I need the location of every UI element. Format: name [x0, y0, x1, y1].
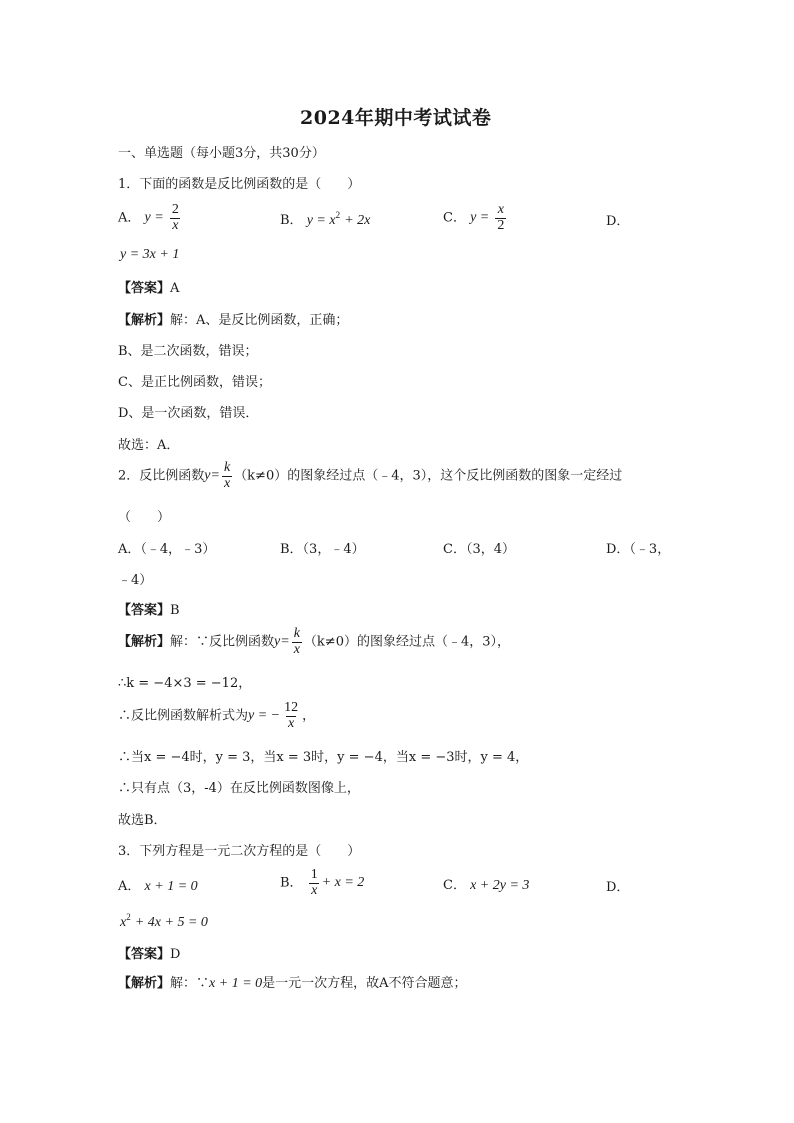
q3-answer — [118, 948, 180, 961]
q3-analysis-post: 是一元一次方程，故A不符合题意； — [262, 976, 467, 991]
q1-option-a-lhs: y = — [144, 210, 164, 226]
q1-answer-value: A — [170, 281, 180, 296]
q1-option-c-numerator: x — [497, 202, 505, 217]
q3-option-d-expr — [120, 912, 208, 930]
q2-step-4: ∴只有点（3，-4）在反比例函数图像上， — [118, 781, 360, 796]
q3-option-d-rest: + 4x + 5 = 0 — [134, 915, 208, 930]
q2-step-5: 故选B． — [118, 813, 167, 828]
q2-step-2-fraction — [282, 701, 300, 731]
q1-option-d-expr: y = 3x + 1 — [120, 247, 180, 262]
q3-option-b-fraction — [309, 868, 320, 898]
q1-analysis-tag: 【解析】 — [118, 313, 171, 328]
q1-option-c-label: C． — [443, 210, 466, 226]
q3-analysis-expr: x + 1 = 0 — [209, 976, 263, 991]
q2-step-2-post: ， — [302, 708, 316, 724]
question-2-stem — [118, 461, 622, 491]
q2-analysis-denominator: x — [293, 641, 300, 657]
q1-analysis-first: 解：A、是反比例函数，正确； — [170, 313, 349, 328]
q1-answer-tag: 【答案】 — [118, 281, 171, 296]
q1-option-b-rhs: + 2x — [344, 213, 371, 228]
q1-option-a-label: A． — [118, 210, 141, 226]
q1-option-c-fraction — [495, 203, 506, 233]
q1-analysis-line-d: D、是一次函数，错误． — [118, 406, 259, 421]
q2-stem-fraction — [222, 461, 232, 491]
q2-step-2-expr: y = − — [248, 708, 281, 724]
q2-option-b: B．（3，﹣4） — [280, 542, 365, 557]
q2-step-2-pre: ∴反比例函数解析式为 — [118, 708, 249, 724]
q2-step-2-numerator: 12 — [284, 700, 299, 715]
q1-analysis — [118, 314, 348, 327]
q1-analysis-line-b: B、是二次函数，错误； — [118, 344, 258, 359]
q3-option-c-label: C． — [443, 878, 466, 893]
q2-option-c: C．（3，4） — [443, 542, 515, 557]
q2-option-d-continued: ﹣4） — [118, 573, 153, 588]
q3-answer-value: D — [170, 947, 181, 962]
q3-option-a-expr: x + 1 = 0 — [144, 879, 198, 894]
q1-option-d-label: D． — [606, 214, 630, 229]
question-3-stem: 3．下列方程是一元二次方程的是（ ） — [118, 844, 361, 859]
q2-analysis-pre: 解：∵反比例函数 — [170, 634, 275, 650]
q3-option-b-rest: + x = 2 — [321, 875, 365, 891]
q2-stem-var: y= — [204, 468, 220, 484]
q2-option-d: D．（﹣3， — [606, 542, 671, 557]
q2-analysis-var: y= — [274, 634, 290, 650]
q2-step-1: ∴k = −4×3 = −12， — [118, 676, 252, 691]
q3-option-d-exponent: 2 — [126, 912, 131, 922]
q3-option-c — [443, 879, 529, 893]
q1-answer — [118, 282, 179, 295]
q2-step-2-denominator: x — [288, 715, 295, 731]
q1-option-c-lhs: y = — [470, 210, 490, 226]
q1-conclusion: 故选：A． — [118, 438, 180, 453]
q2-analysis-tag: 【解析】 — [118, 634, 171, 650]
q3-answer-tag: 【答案】 — [118, 947, 171, 962]
q2-step-2 — [118, 701, 315, 731]
q2-analysis — [118, 627, 510, 657]
q3-option-c-expr: x + 2y = 3 — [470, 878, 530, 893]
q3-analysis-tag: 【解析】 — [118, 976, 171, 991]
section-heading: 一、单选题（每小题3分，共30分） — [118, 146, 325, 161]
q3-analysis — [118, 977, 467, 991]
q2-stem-numerator: k — [223, 460, 231, 475]
q2-analysis-numerator: k — [293, 626, 300, 641]
q2-stem-condition: （k≠0） — [234, 468, 288, 484]
q2-answer-tag: 【答案】 — [118, 603, 171, 618]
q1-option-a — [118, 203, 183, 233]
q3-option-b-numerator: 1 — [310, 867, 318, 882]
q1-option-b-lhs: y = x — [306, 213, 336, 228]
q2-analysis-condition: （k≠0） — [303, 634, 357, 650]
q3-analysis-pre: 解：∵ — [170, 976, 210, 991]
q3-option-a-label: A． — [118, 879, 141, 894]
q1-option-c-denominator: 2 — [497, 217, 505, 233]
q1-analysis-line-c: C、是正比例函数，错误； — [118, 375, 271, 390]
page-title: 2024年期中考试试卷 — [300, 107, 492, 129]
q2-stem-paren: （ ） — [118, 510, 171, 525]
question-1-stem: 1．下面的函数是反比例函数的是（ ） — [118, 177, 361, 192]
q2-answer — [118, 604, 180, 617]
q3-option-d-label: D． — [606, 880, 630, 895]
q1-option-b — [280, 210, 371, 228]
q1-option-a-fraction — [170, 203, 181, 233]
q3-option-b-label: B． — [280, 875, 303, 891]
q2-option-a: A．（﹣4，﹣3） — [118, 542, 216, 557]
q1-option-c — [443, 203, 508, 233]
q3-option-b-denominator: x — [311, 882, 318, 898]
q2-stem-denominator: x — [223, 475, 231, 491]
q2-stem-post: 的图象经过点（﹣4，3），这个反比例函数的图象一定经过 — [287, 468, 623, 484]
q2-analysis-post: 的图象经过点（﹣4，3）， — [356, 634, 511, 650]
q2-stem-pre: 2．反比例函数 — [118, 468, 205, 484]
q1-option-b-label: B． — [280, 213, 303, 228]
q2-step-3: ∴当x = −4时，y = 3，当x = 3时，y = −4，当x = −3时，y = 4， — [118, 750, 529, 765]
q3-option-b — [280, 868, 364, 898]
q1-option-a-denominator: x — [172, 217, 179, 233]
q3-option-d-pre: x — [120, 915, 127, 930]
q3-option-a — [118, 880, 198, 894]
q1-option-a-numerator: 2 — [171, 202, 179, 217]
q2-answer-value: B — [170, 603, 180, 618]
q2-analysis-fraction — [292, 627, 302, 657]
q1-option-b-exponent: 2 — [335, 210, 341, 220]
